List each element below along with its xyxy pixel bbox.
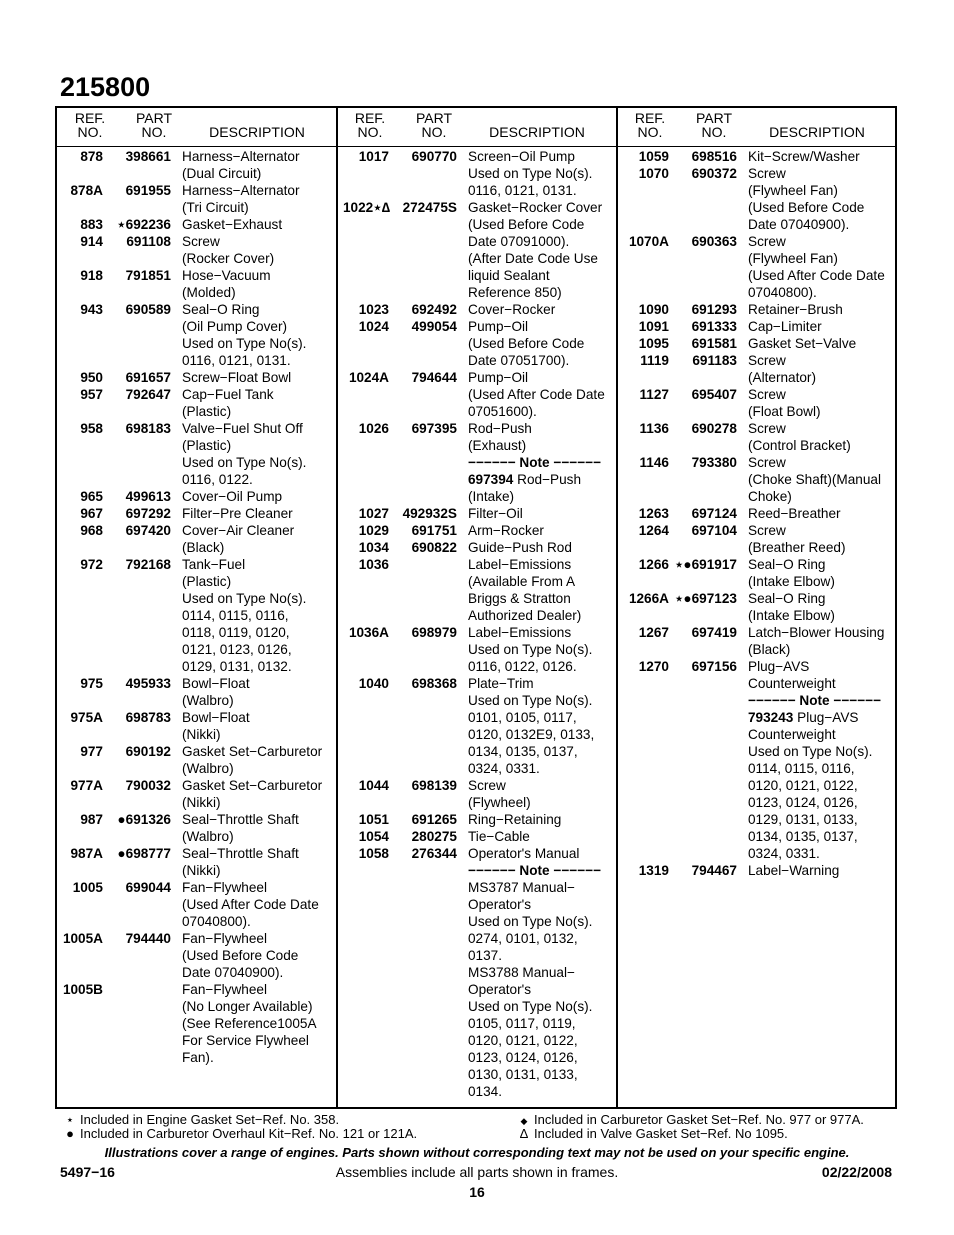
part-number: 794440: [125, 931, 171, 946]
header-part: PART NO.: [415, 110, 453, 140]
legend-item: [60, 1126, 417, 1141]
part-row: [623, 301, 895, 318]
header-description: DESCRIPTION: [769, 124, 865, 140]
part-number: 794467: [691, 863, 737, 878]
part-row: [343, 777, 615, 811]
part-row: [343, 522, 615, 539]
part-description: Pump−Oil (Used After Code Date 07051600).: [468, 370, 605, 419]
part-number: 499613: [125, 489, 171, 504]
part-number: 691265: [411, 812, 457, 827]
part-description: Tank−Fuel (Plastic) Used on Type No(s). 0114, 0115, 0116, 0118, 0119, 0120, 0121, 0123, 0126, 0129, 0131, 0132.: [182, 557, 307, 674]
document-date: 02/22/2008: [821, 1164, 892, 1180]
ref-number: 1263: [638, 506, 669, 521]
ref-number: 1270: [638, 659, 669, 674]
part-description: Rod−Push (Exhaust) −−−−−− Note −−−−−− 697394 Rod−Push (Intake): [468, 421, 602, 504]
part-row: [57, 369, 335, 386]
star-icon: ⋆: [65, 1112, 75, 1127]
part-number: 697156: [691, 659, 737, 674]
part-description: Bowl−Float (Nikki): [182, 710, 250, 742]
ref-number: 1040: [358, 676, 389, 691]
part-row: [57, 148, 335, 182]
part-row: [57, 182, 335, 216]
part-number: 697292: [125, 506, 171, 521]
ref-number: 1005B: [62, 982, 103, 997]
part-description: Fan−Flywheel (Used Before Code Date 07040900).: [182, 931, 299, 980]
ref-number: 950: [80, 370, 103, 385]
part-description: Seal−O Ring (Intake Elbow): [748, 557, 835, 589]
part-row: [623, 148, 895, 165]
ref-number: 972: [80, 557, 103, 572]
part-description: Screw (Float Bowl): [748, 387, 821, 419]
part-description: Gasket−Rocker Cover (Used Before Code Date 07091000). (After Date Code Use liquid Sealant Reference 850): [468, 200, 603, 300]
part-description: Screw (Control Bracket): [748, 421, 851, 453]
part-number: 698139: [411, 778, 457, 793]
part-number: ⋆692236: [117, 217, 171, 232]
part-number: 691333: [691, 319, 737, 334]
parts-table: [55, 106, 897, 1109]
part-row: [57, 386, 335, 420]
header-ref: REF. NO.: [74, 110, 106, 140]
part-description: Fan−Flywheel (Used After Code Date 07040800).: [182, 880, 319, 929]
column-divider: [616, 108, 618, 1107]
ref-number: 1266A: [628, 591, 669, 606]
part-description: Filter−Pre Cleaner: [182, 506, 293, 521]
ref-number: 1024A: [348, 370, 389, 385]
part-row: [57, 777, 335, 811]
ref-number: 1319: [638, 863, 669, 878]
part-description: Cover−Oil Pump: [182, 489, 283, 504]
header-ref: REF. NO.: [354, 110, 386, 140]
part-number: 691183: [692, 353, 737, 368]
part-number: 695407: [691, 387, 737, 402]
part-number: 691293: [691, 302, 737, 317]
ref-number: 975: [80, 676, 103, 691]
page-number: 16: [469, 1184, 485, 1200]
part-description: Gasket Set−Carburetor (Walbro): [182, 744, 323, 776]
part-row: [57, 845, 335, 879]
ref-number: 957: [80, 387, 103, 402]
legend-text: Included in Valve Gasket Set−Ref. No 1095.: [534, 1126, 788, 1141]
ref-number: 1090: [638, 302, 669, 317]
ref-number: 1059: [638, 149, 669, 164]
ref-number: 1070A: [628, 234, 669, 249]
part-number: 697124: [691, 506, 737, 521]
part-row: [57, 233, 335, 267]
disclaimer: Illustrations cover a range of engines. Parts shown without corresponding text may not be used on your specific engine.: [104, 1145, 850, 1160]
part-row: [623, 335, 895, 352]
part-number: 495933: [125, 676, 171, 691]
ref-number: 1058: [358, 846, 389, 861]
ref-number: 1044: [358, 778, 389, 793]
ref-number: 1136: [639, 421, 669, 436]
part-description: Screw (Alternator): [748, 353, 816, 385]
part-row: [343, 556, 615, 624]
ref-number: 1023: [358, 302, 389, 317]
part-description: Seal−Throttle Shaft (Nikki): [182, 846, 299, 878]
ref-number: 967: [80, 506, 103, 521]
ref-number: 1017: [358, 149, 389, 164]
ref-number: 1267: [638, 625, 669, 640]
part-description: Valve−Fuel Shut Off (Plastic) Used on Type No(s). 0116, 0122.: [182, 421, 307, 487]
part-number: 690192: [125, 744, 171, 759]
part-description: Screw (Choke Shaft)(Manual Choke): [748, 455, 881, 504]
part-row: [623, 505, 895, 522]
part-description: Latch−Blower Housing (Black): [748, 625, 885, 657]
part-description: Gasket Set−Carburetor (Nikki): [182, 778, 323, 810]
part-number: 697395: [411, 421, 457, 436]
part-number: 276344: [411, 846, 457, 861]
header-part: PART NO.: [135, 110, 173, 140]
part-description: Screw (Flywheel): [468, 778, 531, 810]
ref-number: 1091: [638, 319, 669, 334]
part-number: 698979: [411, 625, 457, 640]
ref-number: 1027: [358, 506, 389, 521]
part-description: Harness−Alternator (Dual Circuit): [182, 149, 300, 181]
part-description: Seal−O Ring (Intake Elbow): [748, 591, 835, 623]
part-description: Arm−Rocker: [468, 523, 544, 538]
part-description: Kit−Screw/Washer: [748, 149, 860, 164]
part-number: 790032: [125, 778, 171, 793]
part-row: [623, 862, 895, 879]
part-number: 793380: [691, 455, 737, 470]
part-description: Screw (Rocker Cover): [182, 234, 275, 266]
part-number: 691108: [126, 234, 171, 249]
ref-number: 968: [80, 523, 103, 538]
part-row: [623, 590, 895, 624]
part-number: 792168: [125, 557, 171, 572]
header-description: DESCRIPTION: [209, 124, 305, 140]
part-row: [57, 505, 335, 522]
part-row: [623, 624, 895, 658]
part-description: Seal−Throttle Shaft (Walbro): [182, 812, 299, 844]
part-description: Bowl−Float (Walbro): [182, 676, 250, 708]
part-number: 691657: [125, 370, 171, 385]
ref-number: 1054: [358, 829, 389, 844]
ref-number: 943: [80, 302, 103, 317]
part-description: Seal−O Ring (Oil Pump Cover) Used on Type No(s). 0116, 0121, 0131.: [182, 302, 307, 368]
part-description: Label−Emissions Used on Type No(s). 0116, 0122, 0126.: [468, 625, 593, 674]
part-description: Guide−Push Rod: [468, 540, 572, 555]
ref-number: 878A: [70, 183, 103, 198]
document-number: 5497−16: [60, 1164, 115, 1180]
part-number: 690589: [125, 302, 171, 317]
part-description: Retainer−Brush: [748, 302, 843, 317]
part-row: [623, 454, 895, 505]
part-description: Gasket−Exhaust: [182, 217, 283, 232]
parts-column-3: [623, 148, 895, 879]
part-description: Ring−Retaining: [468, 812, 562, 827]
part-description: Label−Emissions (Available From A Briggs & Stratton Authorized Dealer): [468, 557, 582, 623]
part-number: ●691326: [117, 812, 171, 827]
triangle-icon: ∆: [520, 1126, 528, 1141]
part-number: 697420: [125, 523, 171, 538]
part-number: 697419: [691, 625, 737, 640]
legend-text: Included in Carburetor Gasket Set−Ref. No. 977 or 977A.: [534, 1112, 864, 1127]
part-number: ●698777: [117, 846, 171, 861]
part-row: [57, 216, 335, 233]
part-row: [623, 386, 895, 420]
ref-number: 1146: [639, 455, 669, 470]
part-number: ⋆●691917: [674, 557, 737, 572]
ref-number: 1095: [638, 336, 669, 351]
ref-number: 1266: [638, 557, 669, 572]
part-description: Filter−Oil: [468, 506, 523, 521]
ref-number: 1026: [358, 421, 389, 436]
legend-text: Included in Engine Gasket Set−Ref. No. 358.: [80, 1112, 340, 1127]
part-number: 698516: [691, 149, 737, 164]
part-row: [343, 318, 615, 369]
part-row: [57, 556, 335, 675]
header-part: PART NO.: [695, 110, 733, 140]
ref-number: 1070: [638, 166, 669, 181]
header-ref: REF. NO.: [634, 110, 666, 140]
part-row: [57, 522, 335, 556]
part-row: [343, 505, 615, 522]
part-description: Gasket Set−Valve: [748, 336, 857, 351]
ref-number: 1005: [72, 880, 103, 895]
ref-number: 1022⋆∆: [343, 200, 391, 215]
part-number: 272475S: [402, 200, 457, 215]
part-number: 280275: [411, 829, 457, 844]
part-number: 691581: [691, 336, 737, 351]
part-number: 492932S: [402, 506, 457, 521]
part-row: [343, 811, 615, 828]
part-row: [343, 675, 615, 777]
part-row: [57, 420, 335, 488]
ref-number: 965: [80, 489, 103, 504]
part-row: [343, 420, 615, 505]
part-description: Plug−AVS Counterweight −−−−−− Note −−−−−− 793243 Plug−AVS Counterweight Used on Type No(s). 0114, 0115, 0116, 0120, 0121, 0122, 0123, 0124, 0126, 0129, 0131, 0133, 0134, 0135, 0137, 0324, 0331.: [748, 659, 882, 861]
parts-column-2: [343, 148, 615, 1100]
part-number: 691955: [125, 183, 171, 198]
ref-number: 914: [80, 234, 103, 249]
legend-text: Included in Carburetor Overhaul Kit−Ref. No. 121 or 121A.: [80, 1126, 418, 1141]
ref-number: 1034: [358, 540, 389, 555]
part-row: [623, 318, 895, 335]
part-description: Pump−Oil (Used Before Code Date 07051700).: [468, 319, 585, 368]
ref-number: 883: [80, 217, 103, 232]
part-number: 792647: [125, 387, 171, 402]
ref-number: 1051: [358, 812, 389, 827]
part-row: [343, 828, 615, 845]
part-row: [343, 624, 615, 675]
part-number: 699044: [125, 880, 171, 895]
footer-note: Assemblies include all parts shown in frames.: [335, 1164, 619, 1180]
page-title: 215800: [60, 72, 151, 102]
ref-number: 918: [80, 268, 103, 283]
part-row: [57, 811, 335, 845]
part-number: 690770: [411, 149, 457, 164]
part-row: [57, 301, 335, 369]
header-rule: [57, 146, 895, 147]
ref-number: 878: [80, 149, 103, 164]
part-number: 791851: [125, 268, 171, 283]
part-row: [623, 658, 895, 862]
part-description: Label−Warning: [748, 863, 840, 878]
ref-number: 1036: [358, 557, 389, 572]
diamond-icon: ◆: [520, 1116, 528, 1126]
ref-number: 1264: [638, 523, 669, 538]
part-row: [343, 845, 615, 1100]
ref-number: 975A: [70, 710, 103, 725]
part-description: Screw (Flywheel Fan) (Used Before Code Date 07040900).: [748, 166, 865, 232]
part-number: ⋆●697123: [674, 591, 737, 606]
part-number: 691751: [411, 523, 457, 538]
ref-number: 1029: [358, 523, 389, 538]
part-row: [623, 352, 895, 386]
part-number: 692492: [411, 302, 457, 317]
part-row: [57, 488, 335, 505]
legend-item: [60, 1112, 339, 1127]
part-row: [623, 556, 895, 590]
part-description: Tie−Cable: [468, 829, 530, 844]
part-description: Cap−Limiter: [748, 319, 822, 334]
part-description: Cap−Fuel Tank (Plastic): [182, 387, 274, 419]
part-row: [57, 879, 335, 930]
part-number: 697104: [691, 523, 737, 538]
bullet-icon: ●: [66, 1126, 74, 1141]
part-description: Screen−Oil Pump Used on Type No(s). 0116, 0121, 0131.: [468, 149, 593, 198]
part-description: Screw (Flywheel Fan) (Used After Code Date 07040800).: [748, 234, 885, 300]
header-description: DESCRIPTION: [489, 124, 585, 140]
part-description: Screw (Breather Reed): [748, 523, 846, 555]
part-number: 690363: [691, 234, 737, 249]
part-row: [623, 165, 895, 233]
ref-number: 1036A: [348, 625, 389, 640]
part-description: Hose−Vacuum (Molded): [182, 268, 271, 300]
ref-number: 1119: [640, 353, 669, 368]
part-number: 398661: [125, 149, 171, 164]
part-number: 499054: [411, 319, 457, 334]
part-row: [57, 981, 335, 1066]
part-number: 690278: [691, 421, 737, 436]
part-row: [623, 420, 895, 454]
part-description: Harness−Alternator (Tri Circuit): [182, 183, 300, 215]
part-number: 698368: [411, 676, 457, 691]
part-row: [623, 522, 895, 556]
part-description: Plate−Trim Used on Type No(s). 0101, 0105, 0117, 0120, 0132E9, 0133, 0134, 0135, 0137, 0324, 0331.: [468, 676, 595, 776]
part-description: Cover−Rocker: [468, 302, 556, 317]
part-row: [343, 301, 615, 318]
part-number: 690372: [691, 166, 737, 181]
part-row: [57, 709, 335, 743]
part-row: [57, 743, 335, 777]
part-number: 698183: [125, 421, 171, 436]
part-row: [343, 199, 615, 301]
column-divider: [336, 108, 338, 1107]
ref-number: 1005A: [62, 931, 103, 946]
part-row: [623, 233, 895, 301]
ref-number: 958: [80, 421, 103, 436]
legend-item: [514, 1126, 788, 1141]
part-row: [343, 369, 615, 420]
part-row: [57, 930, 335, 981]
part-description: Operator's Manual −−−−−− Note −−−−−− MS3787 Manual− Operator's Used on Type No(s). 0274, 0101, 0132, 0137. MS3788 Manual− Operator's Used on Type No(s). 0105, 0117, 0119, 0120, 0121, 0122, 0123, 0124, 0126, 0130, 0131, 0133, 0134.: [468, 846, 602, 1099]
part-description: Screw−Float Bowl: [182, 370, 292, 385]
ref-number: 1024: [358, 319, 389, 334]
part-description: Fan−Flywheel (No Longer Available) (See Reference1005A For Service Flywheel Fan).: [182, 982, 317, 1065]
ref-number: 987: [80, 812, 103, 827]
part-number: 698783: [125, 710, 171, 725]
ref-number: 977A: [70, 778, 103, 793]
part-number: 690822: [411, 540, 457, 555]
part-row: [57, 267, 335, 301]
part-row: [343, 539, 615, 556]
parts-column-1: [57, 148, 335, 1066]
ref-number: 977: [80, 744, 103, 759]
part-row: [57, 675, 335, 709]
part-description: Cover−Air Cleaner (Black): [182, 523, 295, 555]
ref-number: 987A: [70, 846, 103, 861]
part-row: [343, 148, 615, 199]
part-number: 794644: [411, 370, 457, 385]
ref-number: 1127: [639, 387, 669, 402]
part-description: Reed−Breather: [748, 506, 841, 521]
